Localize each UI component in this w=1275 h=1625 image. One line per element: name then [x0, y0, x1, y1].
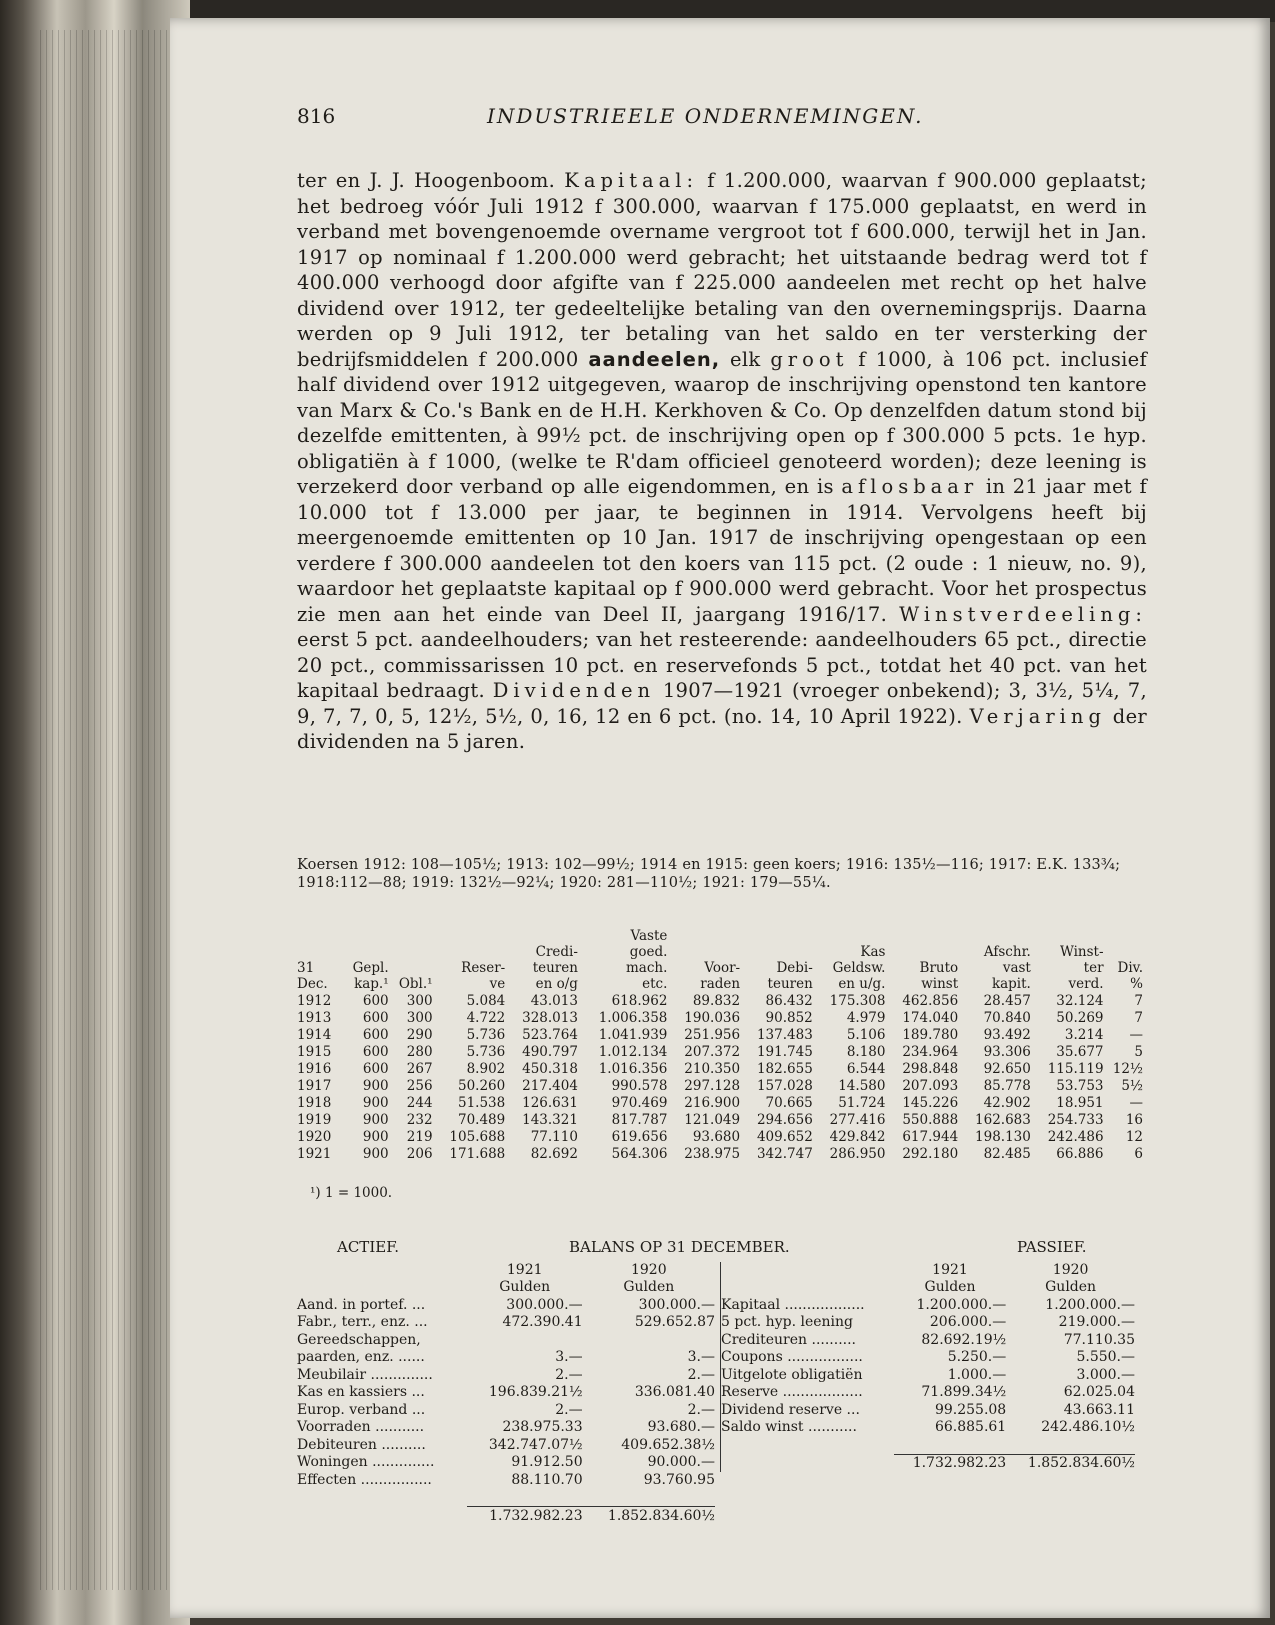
balans-value-1920: 1.200.000.— [1045, 1296, 1135, 1313]
stats-cell: 300 [406, 992, 433, 1009]
stats-cell: 93.306 [983, 1043, 1031, 1060]
actief-item-label: Meubilair .............. [297, 1366, 433, 1383]
stats-cell: 1914 [297, 1026, 332, 1043]
stats-cell: 8.902 [466, 1060, 506, 1077]
stats-cell: — [1129, 1094, 1143, 1111]
balans-passief-table [720, 1262, 1135, 1472]
stats-cell: 900 [362, 1145, 389, 1162]
stats-cell: 175.308 [829, 992, 886, 1009]
stats-row [297, 1009, 1143, 1026]
actief-item-label: Fabr., terr., enz. ... [297, 1314, 428, 1331]
balans-value-1920: 242.486.10½ [1041, 1419, 1135, 1436]
text-segment: ter en J. J. Hoogenboom. [297, 169, 556, 192]
stats-cell: 5.084 [466, 992, 506, 1009]
stats-cell: 137.483 [756, 1026, 813, 1043]
stats-cell: 5 [1134, 1043, 1143, 1060]
stats-cell: 216.900 [684, 1094, 741, 1111]
stats-row [297, 1094, 1143, 1111]
stats-cell: 5.736 [466, 1043, 506, 1060]
stats-cell: 35.677 [1056, 1043, 1104, 1060]
balans-value-1920: 77.110.35 [1063, 1331, 1135, 1348]
stats-cell: 4.722 [466, 1009, 506, 1026]
total-1920: 1.852.834.60½ [1006, 1454, 1135, 1472]
text-segment: eerst 5 pct. aandeelhouders; van het resteerende: aandeelhouders 65 pct., directie 20 pct., commissarissen 10 pct. en reservefonds 5 pct., totdat het 40 pct. van het kapitaal bedraagt. [297, 628, 1147, 702]
stats-row [297, 1060, 1143, 1077]
text-segment: f 1.200.000, waarvan f 900.000 geplaatst; het bedroeg vóór Juli 1912 f 300.000, waarvan f 175.000 geplaatst, en werd in verband met bovengenoemde overname vergroot tot f 600.000, terwijl het in Jan. 1917 op nominaal f 1.200.000 werd gebracht; het uitstaande bedrag werd tot f 400.000 verhoogd door afgifte van f 225.000 aandeelen met recht op het halve dividend over 1912, ter gedeeltelijke betaling van den overnemingsprijs. Daarna werden op 9 Juli 1912, ter betaling van het saldo en ter versterking der bedrijfsmiddelen f 200.000 [297, 169, 1148, 371]
stats-column-header: Afschr. vast kapit. [983, 944, 1031, 992]
balans-value-1920: 2.— [687, 1366, 715, 1383]
balans-row [721, 1331, 1136, 1349]
stats-cell: 189.780 [902, 1026, 959, 1043]
stats-cell: 1917 [297, 1077, 332, 1094]
stats-cell: 328.013 [522, 1009, 578, 1026]
stats-cell: 143.321 [522, 1111, 578, 1128]
stats-column-header: Debi- teuren [767, 960, 813, 992]
stats-cell: 817.787 [611, 1111, 668, 1128]
stats-cell: 12 [1125, 1128, 1143, 1145]
stats-row [297, 992, 1143, 1009]
stats-cell: 6 [1134, 1145, 1143, 1162]
stats-cell: 219 [406, 1128, 433, 1145]
stats-cell: 232 [406, 1111, 433, 1128]
stats-column-header: Gepl. kap.¹ [352, 960, 389, 992]
stats-cell: 145.226 [902, 1094, 959, 1111]
stats-cell: 1918 [297, 1094, 332, 1111]
passief-item-label: Uitgelote obligatiën [721, 1366, 863, 1383]
running-header [297, 96, 1147, 130]
stats-cell: 1921 [297, 1145, 332, 1162]
balans-title: BALANS OP 31 DECEMBER. [569, 1238, 790, 1256]
balans-value-1921: 1.000.— [947, 1366, 1007, 1383]
text-segment: elk [730, 347, 761, 371]
aandeelen-label: aandeelen, [588, 347, 721, 371]
balans-value-1921: 196.839.21½ [488, 1384, 583, 1401]
passief-item-label: Kapitaal .................. [721, 1296, 865, 1313]
stats-cell: 50.260 [458, 1077, 506, 1094]
stats-cell: 77.110 [530, 1128, 578, 1145]
stats-cell: 618.962 [611, 992, 668, 1009]
stats-cell: 126.631 [522, 1094, 578, 1111]
stats-cell: 342.747 [756, 1145, 813, 1162]
balans-total-row [297, 1507, 715, 1525]
passief-item-label: Reserve .................. [721, 1384, 863, 1401]
stats-row [297, 1128, 1143, 1145]
balans-value-1921: 206.000.— [929, 1314, 1007, 1331]
stats-cell: 290 [406, 1026, 433, 1043]
stats-cell: 5½ [1121, 1077, 1143, 1094]
balans-value-1921: 472.390.41 [502, 1314, 583, 1331]
stats-cell: 409.652 [756, 1128, 813, 1145]
stats-cell: 217.404 [522, 1077, 578, 1094]
stats-cell: 82.692 [530, 1145, 578, 1162]
stats-cell: 171.688 [449, 1145, 506, 1162]
stats-cell: 267 [406, 1060, 433, 1077]
page-number: 816 [297, 104, 336, 128]
balans-value-1920: 62.025.04 [1063, 1384, 1135, 1401]
balans-value-1921 [467, 1331, 583, 1349]
stats-cell: 51.724 [838, 1094, 886, 1111]
stats-cell: 970.469 [611, 1094, 668, 1111]
stats-cell: 462.856 [902, 992, 959, 1009]
stats-cell: 5.736 [466, 1026, 506, 1043]
spacer-row [297, 1489, 715, 1507]
stats-cell: 619.656 [611, 1128, 668, 1145]
actief-item-label: Woningen .............. [297, 1454, 435, 1471]
stats-cell: 1.041.939 [598, 1026, 668, 1043]
stats-cell: 429.842 [829, 1128, 886, 1145]
text-segment: f 1000, à 106 pct. inclusief half dividend over 1912 uitgegeven, waarop de inschrijving openstond ten kantore van Marx & Co.'s Bank en de H.H. Kerkhoven & Co. Op denzelfden datum stond bij dezelfde emittenten, à 99½ pct. de inschrijving open op f 300.000 5 pcts. 1e hyp. obligatiën à f 1000, (welke te R'dam officieel genoteerd worden); deze leening is verzekerd door verband op alle eigendommen, en is [297, 347, 1148, 498]
balans-value-1921: 5.250.— [947, 1349, 1007, 1366]
stats-row [297, 1111, 1143, 1128]
koersen-line: Koersen 1912: 108—105½; 1913: 102—99½; 1914 en 1915: geen koers; 1916: 135½—116; 1917: E.K. 133¾; 1918:112—88; 1919: 132½—92¼; 1920: 281—110½; 1921: 179—55¼. [297, 857, 1121, 891]
balans-header-row [721, 1262, 1136, 1296]
stats-cell: 277.416 [829, 1111, 886, 1128]
stats-cell: 1919 [297, 1111, 332, 1128]
total-label-cell [721, 1454, 894, 1472]
passief-item-label: 5 pct. hyp. leening [721, 1314, 853, 1331]
stats-cell: 1916 [297, 1060, 332, 1077]
spacer-cell [1006, 1436, 1135, 1454]
stats-row [297, 1145, 1143, 1162]
stats-cell: 121.049 [684, 1111, 741, 1128]
stats-cell: 1.006.358 [598, 1009, 668, 1026]
table-footnote: ¹) 1 = 1000. [310, 1185, 393, 1201]
balans-row [297, 1296, 715, 1314]
stats-body [297, 992, 1143, 1162]
stats-cell: 5.106 [846, 1026, 886, 1043]
stats-cell: 1.012.134 [598, 1043, 668, 1060]
stats-cell: 191.745 [756, 1043, 813, 1060]
body-paragraph [297, 168, 1147, 755]
stats-cell: 294.656 [756, 1111, 813, 1128]
total-1921: 1.732.982.23 [894, 1454, 1006, 1472]
stats-cell: 93.680 [692, 1128, 741, 1145]
balans-value-1920: 3.— [687, 1349, 715, 1366]
actief-item-label: Effecten ................ [297, 1471, 432, 1488]
balans-value-1920: 3.000.— [1076, 1366, 1135, 1383]
stats-cell: 238.975 [684, 1145, 741, 1162]
stats-cell: 280 [406, 1043, 433, 1060]
stats-cell: 190.036 [684, 1009, 741, 1026]
year-header: 1921 Gulden [499, 1262, 551, 1295]
stats-cell: 600 [362, 992, 389, 1009]
stats-cell: 3.214 [1064, 1026, 1104, 1043]
stats-cell: 8.180 [846, 1043, 886, 1060]
stats-cell: 297.128 [684, 1077, 741, 1094]
actief-body [297, 1262, 715, 1525]
stats-column-header: Vaste goed. mach. etc. [626, 928, 668, 992]
spacer-cell [721, 1436, 894, 1454]
stats-cell: 600 [362, 1043, 389, 1060]
balans-row [721, 1384, 1136, 1402]
actief-item-label: Kas en kassiers ... [297, 1384, 425, 1401]
stats-cell: 300 [406, 1009, 433, 1026]
balans-row [297, 1436, 715, 1454]
stats-cell: 298.848 [902, 1060, 959, 1077]
stats-cell: 242.486 [1047, 1128, 1104, 1145]
stats-column-header: Div. % [1117, 960, 1143, 992]
stats-row [297, 1077, 1143, 1094]
stats-cell: 251.956 [684, 1026, 741, 1043]
total-1921: 1.732.982.23 [467, 1507, 583, 1525]
stats-cell: 7 [1134, 1009, 1143, 1026]
stats-cell: 450.318 [522, 1060, 578, 1077]
balans-row [297, 1401, 715, 1419]
stats-cell: 90.852 [765, 1009, 813, 1026]
stats-column-header: 31 Dec. [297, 960, 328, 992]
stats-cell: 900 [362, 1077, 389, 1094]
stats-cell: 53.753 [1056, 1077, 1104, 1094]
balans-row [297, 1419, 715, 1437]
balans-row [297, 1314, 715, 1332]
stats-cell: 182.655 [756, 1060, 813, 1077]
stats-column-header: Obl.¹ [398, 976, 433, 992]
book-page-stack [0, 0, 190, 1625]
stats-cell: 6.544 [846, 1060, 886, 1077]
stats-cell: 93.492 [983, 1026, 1031, 1043]
stats-cell: 157.028 [756, 1077, 813, 1094]
year-header: 1920 Gulden [1045, 1262, 1097, 1295]
balans-row [721, 1314, 1136, 1332]
balans-row [297, 1366, 715, 1384]
balans-row [297, 1454, 715, 1472]
passief-body [721, 1262, 1136, 1472]
groot-label: groot [770, 347, 849, 371]
stats-cell: 490.797 [522, 1043, 578, 1060]
stats-cell: 16 [1125, 1111, 1143, 1128]
actief-item-label: Voorraden ........... [297, 1419, 425, 1436]
stats-cell: 32.124 [1056, 992, 1104, 1009]
stats-cell: 42.902 [983, 1094, 1031, 1111]
balans-value-1921: 300.000.— [506, 1296, 583, 1313]
balans-row [297, 1331, 715, 1349]
passief-item-label: Coupons ................. [721, 1349, 863, 1366]
spacer-cell [467, 1489, 583, 1507]
financial-stats-table [297, 928, 1143, 1162]
balans-value-1920: 43.663.11 [1063, 1401, 1135, 1418]
stats-cell: 600 [362, 1060, 389, 1077]
stats-row [297, 1026, 1143, 1043]
balans-row [297, 1349, 715, 1367]
stats-cell: 292.180 [902, 1145, 959, 1162]
balans-row [297, 1471, 715, 1489]
stats-cell: 990.578 [611, 1077, 668, 1094]
balans-value-1920 [583, 1331, 715, 1349]
stats-cell: 900 [362, 1111, 389, 1128]
stats-cell: 70.665 [765, 1094, 813, 1111]
passief-item-label: Crediteuren .......... [721, 1331, 857, 1348]
balans-row [297, 1384, 715, 1402]
balans-row [721, 1366, 1136, 1384]
balans-value-1921: 3.— [555, 1349, 583, 1366]
stats-cell: 600 [362, 1009, 389, 1026]
balans-value-1920: 5.550.— [1076, 1349, 1135, 1366]
balans-value-1920: 529.652.87 [634, 1314, 715, 1331]
stats-cell: 207.372 [684, 1043, 741, 1060]
balans-actief-table [297, 1262, 715, 1525]
balans-value-1921: 238.975.33 [502, 1419, 583, 1436]
stats-cell: 50.269 [1056, 1009, 1104, 1026]
stats-cell: 14.580 [838, 1077, 886, 1094]
stats-cell: — [1129, 1026, 1143, 1043]
stats-cell: 18.951 [1056, 1094, 1104, 1111]
stats-cell: 28.457 [983, 992, 1031, 1009]
actief-label: ACTIEF. [337, 1238, 400, 1256]
stats-cell: 70.840 [983, 1009, 1031, 1026]
spacer-cell [583, 1489, 715, 1507]
stats-column-header: Kas Geldsw. en u/g. [832, 944, 886, 992]
stats-cell: 286.950 [829, 1145, 886, 1162]
balans-value-1921: 66.885.61 [934, 1419, 1007, 1436]
balans-row [721, 1296, 1136, 1314]
balans-label-cell [721, 1262, 894, 1296]
stats-cell: 92.650 [983, 1060, 1031, 1077]
total-1920: 1.852.834.60½ [583, 1507, 715, 1525]
stats-cell: 1920 [297, 1128, 332, 1145]
text-segment: in 21 jaar met f 10.000 tot f 13.000 per jaar, te beginnen in 1914. Vervolgens heeft bij meergenoemde emittenten op 10 Jan. 1917 de inschrijving opengestaan op een verdere f 300.000 aandeelen tot den koers van 115 pct. (2 oude : 1 nieuw, no. 9), waardoor het geplaatste kapitaal op f 900.000 werd gebracht. Voor het prospectus zie men aan het einde van Deel II, jaargang 1916/17. [297, 475, 1148, 626]
stats-cell: 1912 [297, 992, 332, 1009]
stats-cell: 105.688 [449, 1128, 506, 1145]
winstverdeeling-label: Winstverdeeling: [899, 602, 1147, 626]
stats-cell: 51.538 [458, 1094, 506, 1111]
verjaring-label: Verjaring [969, 704, 1106, 728]
stats-cell: 617.944 [902, 1128, 959, 1145]
stats-cell: 523.764 [522, 1026, 578, 1043]
stats-cell: 85.778 [983, 1077, 1031, 1094]
passief-label: PASSIEF. [1017, 1238, 1087, 1256]
stats-cell: 66.886 [1056, 1145, 1104, 1162]
balans-value-1921: 71.899.34½ [921, 1384, 1007, 1401]
stats-cell: 7 [1134, 992, 1143, 1009]
stats-column-header: Winst- ter verd. [1059, 944, 1104, 992]
text-segment: 1907—1921 (vroeger onbekend); 3, 3½, 5¼, 7, 9, 7, 7, 0, 5, 12½, 5½, 0, 16, 12 en 6 pct. (no. 14, 10 April 1922). [297, 679, 1148, 728]
actief-item-label: Gereedschappen, [297, 1331, 421, 1348]
aflosbaar-label: aflosbaar [841, 475, 979, 498]
balans-value-1920: 219.000.— [1058, 1314, 1135, 1331]
page-edges [40, 30, 190, 1590]
text-segment: der dividenden na 5 jaren. [297, 704, 1148, 753]
stats-cell: 900 [362, 1094, 389, 1111]
stats-row [297, 1043, 1143, 1060]
balans-label-cell [297, 1262, 467, 1296]
balans-value-1920: 93.760.95 [643, 1471, 715, 1488]
stats-cell: 234.964 [902, 1043, 959, 1060]
stats-cell: 1913 [297, 1009, 332, 1026]
balans-value-1920: 336.081.40 [634, 1384, 715, 1401]
actief-item-label: Aand. in portef. ... [297, 1296, 426, 1313]
stats-cell: 1915 [297, 1043, 332, 1060]
spacer-cell [894, 1436, 1006, 1454]
actief-item-label: Europ. verband ... [297, 1401, 426, 1418]
balans-row [721, 1419, 1136, 1437]
stats-cell: 900 [362, 1128, 389, 1145]
stats-cell: 564.306 [611, 1145, 668, 1162]
stats-cell: 162.683 [975, 1111, 1031, 1128]
stats-cell: 198.130 [975, 1128, 1031, 1145]
balans-value-1921: 342.747.07½ [488, 1436, 583, 1453]
balans-row [721, 1349, 1136, 1367]
balans-value-1920: 300.000.— [638, 1296, 715, 1313]
balans-value-1921: 2.— [555, 1366, 583, 1383]
stats-cell: 244 [406, 1094, 433, 1111]
stats-cell: 600 [362, 1026, 389, 1043]
balans-total-row [721, 1454, 1136, 1472]
stats-cell: 550.888 [902, 1111, 959, 1128]
balans-value-1921: 1.200.000.— [916, 1296, 1007, 1313]
stats-cell: 207.093 [902, 1077, 959, 1094]
stats-cell: 86.432 [765, 992, 813, 1009]
stats-cell: 12½ [1112, 1060, 1143, 1077]
kapitaal-label: Kapitaal: [564, 169, 699, 192]
stats-cell: 89.832 [692, 992, 741, 1009]
dividenden-label: Dividenden [492, 679, 656, 702]
stats-cell: 206 [406, 1145, 433, 1162]
balans-value-1921: 88.110.70 [511, 1471, 583, 1488]
balans-value-1921: 82.692.19½ [921, 1331, 1007, 1348]
stats-cell: 70.489 [458, 1111, 506, 1128]
balans-header-row [297, 1262, 715, 1296]
stats-column-header: Voor- raden [700, 960, 741, 992]
stats-column-header: Reser- ve [461, 960, 506, 992]
actief-item-label: Debiteuren .......... [297, 1436, 426, 1453]
balans-value-1920: 2.— [687, 1401, 715, 1418]
passief-item-label: Saldo winst ........... [721, 1419, 857, 1436]
year-header: 1921 Gulden [924, 1262, 976, 1295]
stats-cell: 1.016.356 [598, 1060, 668, 1077]
balans-value-1920: 409.652.38½ [621, 1436, 715, 1453]
balans-value-1920: 93.680.— [647, 1419, 715, 1436]
stats-cell: 4.979 [846, 1009, 886, 1026]
balans-value-1921: 91.912.50 [511, 1454, 583, 1471]
stats-header-row [297, 928, 1143, 992]
year-header: 1920 Gulden [623, 1262, 675, 1295]
stats-cell: 115.119 [1047, 1060, 1104, 1077]
spacer-cell [297, 1489, 467, 1507]
stats-cell: 43.013 [530, 992, 578, 1009]
stats-cell: 174.040 [902, 1009, 959, 1026]
running-title: INDUSTRIEELE ONDERNEMINGEN. [487, 104, 924, 128]
stats-cell: 256 [406, 1077, 433, 1094]
stats-cell: 82.485 [983, 1145, 1031, 1162]
balans-value-1921: 99.255.08 [934, 1401, 1007, 1418]
actief-item-label: paarden, enz. ...... [297, 1349, 425, 1366]
passief-item-label: Dividend reserve ... [721, 1401, 860, 1418]
stats-cell: 210.350 [684, 1060, 741, 1077]
spacer-row [721, 1436, 1136, 1454]
stats-cell: 254.733 [1047, 1111, 1104, 1128]
stats-column-header: Credi- teuren en o/g [532, 944, 578, 992]
stats-column-header: Bruto winst [919, 960, 959, 992]
balans-value-1921: 2.— [555, 1401, 583, 1418]
balans-row [721, 1401, 1136, 1419]
total-label-cell [297, 1507, 467, 1525]
balans-value-1920: 90.000.— [647, 1454, 715, 1471]
